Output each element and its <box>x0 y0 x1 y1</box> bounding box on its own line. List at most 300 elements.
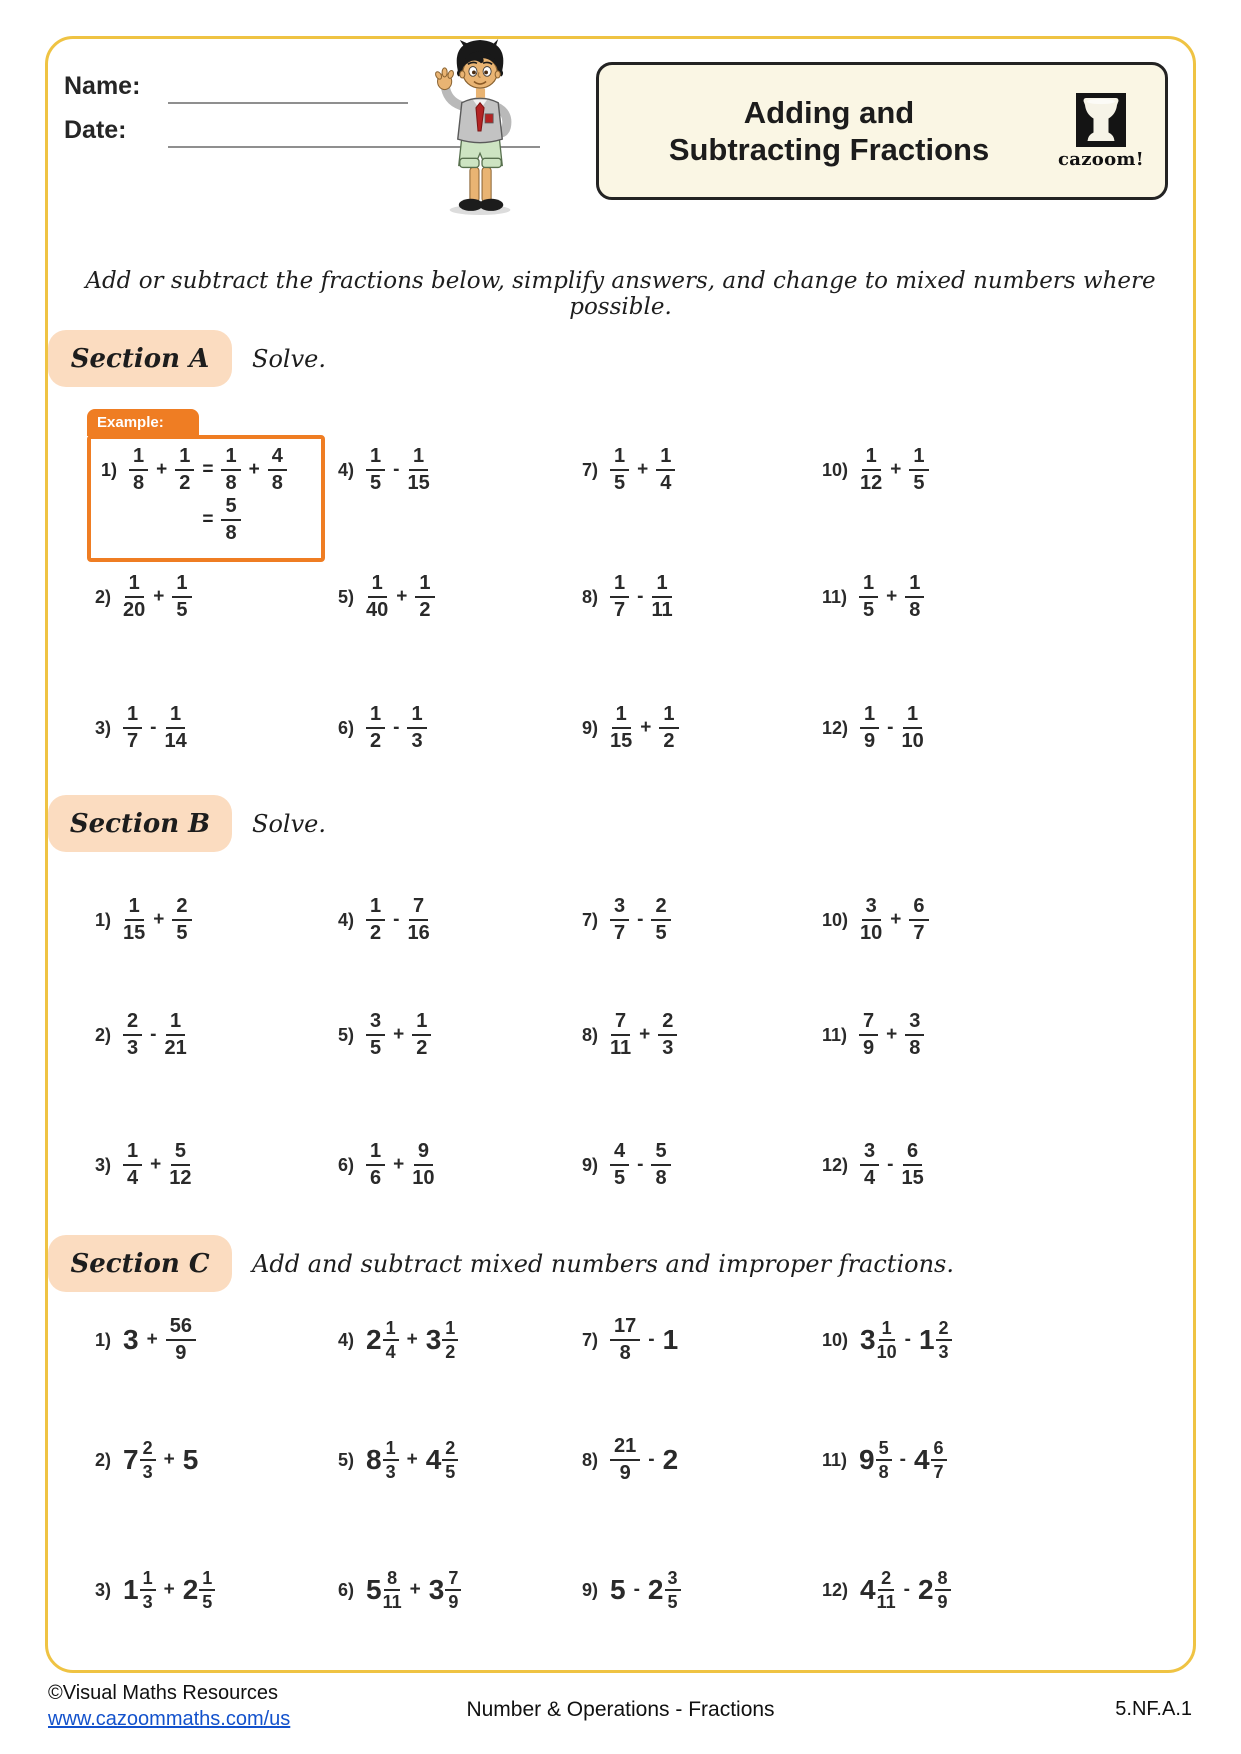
fraction <box>931 1439 947 1482</box>
whole-part: 8 <box>366 1444 382 1475</box>
numerator: 5 <box>221 496 240 521</box>
operator: + <box>393 1024 405 1045</box>
denominator: 14 <box>164 730 187 752</box>
problem-number: 12) <box>822 1154 849 1175</box>
numerator: 1 <box>659 704 678 729</box>
denominator: 9 <box>864 730 876 752</box>
problem-number: 3) <box>95 1154 112 1175</box>
problem-number: 5) <box>338 1449 355 1470</box>
problem-number: 4) <box>338 909 355 930</box>
numerator: 1 <box>166 704 185 729</box>
problem-number: 1) <box>95 1329 112 1350</box>
mixed-number <box>366 1569 402 1612</box>
denominator: 10 <box>876 1341 897 1362</box>
operator: - <box>393 909 400 930</box>
problem-number: 7) <box>582 1329 599 1350</box>
numerator: 1 <box>366 704 385 729</box>
section-a-label: Section A <box>70 343 210 374</box>
problem-number: 2) <box>95 586 112 607</box>
denominator: 11 <box>610 1037 632 1059</box>
numerator: 2 <box>442 1439 458 1461</box>
denominator: 8 <box>225 522 237 544</box>
numerator: 3 <box>905 1011 924 1036</box>
whole-part: 1 <box>123 1574 139 1605</box>
operator: + <box>153 586 165 607</box>
problem-number: 11) <box>822 1449 848 1470</box>
denominator: 9 <box>937 1591 948 1612</box>
numerator: 1 <box>366 446 385 471</box>
section-b-subtitle: Solve. <box>252 810 326 838</box>
operator: - <box>887 717 894 738</box>
numerator: 1 <box>221 446 240 471</box>
numerator: 2 <box>658 1011 677 1036</box>
whole-part: 1 <box>918 1324 935 1355</box>
operator: + <box>890 459 902 480</box>
numerator: 1 <box>442 1319 458 1341</box>
fraction <box>166 1316 196 1364</box>
whole-part: 2 <box>182 1574 199 1605</box>
numerator: 4 <box>268 446 287 471</box>
numerator: 2 <box>936 1319 952 1341</box>
numerator: 6 <box>909 896 928 921</box>
problem <box>95 1314 196 1366</box>
operator: + <box>393 1154 405 1175</box>
numerator: 7 <box>445 1569 461 1591</box>
numerator: 1 <box>175 446 194 471</box>
footer-standard-code: 5.NF.A.1 <box>1115 1698 1192 1720</box>
denominator: 2 <box>370 730 382 752</box>
numerator: 1 <box>407 704 426 729</box>
denominator: 3 <box>662 1037 674 1059</box>
numerator: 2 <box>878 1569 894 1591</box>
denominator: 9 <box>448 1591 459 1612</box>
problem-number: 11) <box>822 586 848 607</box>
numerator: 1 <box>383 1439 399 1461</box>
whole-part: 2 <box>917 1574 934 1605</box>
problem-number: 4) <box>338 459 355 480</box>
mixed-number <box>648 1569 681 1612</box>
problem-number: 2) <box>95 1024 112 1045</box>
denominator: 10 <box>860 922 883 944</box>
denominator: 5 <box>614 1167 626 1189</box>
problem-number: 9) <box>582 1154 599 1175</box>
operator: + <box>163 1449 175 1470</box>
numerator: 3 <box>860 1141 879 1166</box>
example-tab: Example: <box>87 409 199 436</box>
whole-part: 2 <box>366 1324 382 1355</box>
denominator: 5 <box>445 1461 456 1482</box>
operator: - <box>887 1154 894 1175</box>
denominator: 12 <box>169 1167 192 1189</box>
operator: + <box>890 909 902 930</box>
operator: = <box>202 459 214 480</box>
numerator: 1 <box>656 446 675 471</box>
denominator: 2 <box>445 1341 456 1362</box>
numerator: 2 <box>123 1011 142 1036</box>
numerator: 1 <box>903 704 922 729</box>
operator: + <box>406 1449 418 1470</box>
problem-number: 9) <box>582 1579 599 1600</box>
operator: - <box>393 717 400 738</box>
denominator: 8 <box>909 599 921 621</box>
denominator: 5 <box>176 922 188 944</box>
problem <box>822 1434 947 1486</box>
operator: + <box>639 1024 651 1045</box>
problem <box>822 1564 951 1616</box>
fraction <box>877 1319 897 1362</box>
numerator: 1 <box>860 704 879 729</box>
operator: + <box>153 909 165 930</box>
denominator: 8 <box>878 1461 889 1482</box>
footer-copyright: ©Visual Maths Resources <box>48 1682 279 1704</box>
mixed-number <box>918 1569 951 1612</box>
denominator: 40 <box>366 599 389 621</box>
numerator: 2 <box>172 896 191 921</box>
denominator: 5 <box>370 1037 382 1059</box>
numerator: 1 <box>199 1569 215 1591</box>
problem-number: 1) <box>101 459 118 480</box>
denominator: 3 <box>938 1341 949 1362</box>
whole-part: 3 <box>860 1324 876 1355</box>
denominator: 8 <box>271 472 283 494</box>
problem-number: 2) <box>95 1449 112 1470</box>
problem-number: 7) <box>582 909 599 930</box>
operator: + <box>396 586 408 607</box>
problem-number: 10) <box>822 909 849 930</box>
fraction <box>610 1436 640 1484</box>
numerator: 1 <box>610 573 629 598</box>
denominator: 5 <box>655 922 667 944</box>
problem-number: 8) <box>582 1449 599 1470</box>
denominator: 2 <box>419 599 431 621</box>
numerator: 6 <box>931 1439 947 1461</box>
fraction <box>140 1439 156 1482</box>
operator: - <box>150 1024 157 1045</box>
denominator: 10 <box>901 730 924 752</box>
operator: + <box>640 717 652 738</box>
denominator: 12 <box>860 472 883 494</box>
fraction <box>140 1569 156 1612</box>
problem-number: 10) <box>822 1329 849 1350</box>
problem-number: 1) <box>95 909 112 930</box>
denominator: 3 <box>142 1591 153 1612</box>
denominator: 2 <box>663 730 675 752</box>
whole-number: 3 <box>123 1324 139 1355</box>
problem-number: 3) <box>95 717 112 738</box>
problem-number: 4) <box>338 1329 355 1350</box>
denominator: 5 <box>176 599 188 621</box>
numerator: 2 <box>651 896 670 921</box>
denominator: 15 <box>901 1167 924 1189</box>
operator: - <box>648 1449 655 1470</box>
problem-number: 6) <box>338 717 355 738</box>
mixed-number <box>123 1439 156 1482</box>
fraction <box>877 1569 896 1612</box>
fraction <box>199 1569 215 1612</box>
denominator: 7 <box>614 599 626 621</box>
problem-number: 6) <box>338 1154 355 1175</box>
mixed-number <box>860 1569 896 1612</box>
mixed-number <box>426 1439 459 1482</box>
problem <box>582 1434 678 1486</box>
denominator: 5 <box>667 1591 678 1612</box>
operator: - <box>633 1579 640 1600</box>
title-line-2: Subtracting Fractions <box>668 132 990 167</box>
denominator: 8 <box>133 472 145 494</box>
numerator: 1 <box>409 446 428 471</box>
numerator: 17 <box>610 1316 640 1341</box>
numerator: 1 <box>123 704 142 729</box>
mixed-number <box>429 1569 462 1612</box>
denominator: 5 <box>370 472 382 494</box>
title-line-1: Adding and <box>743 94 915 130</box>
denominator: 9 <box>175 1342 187 1364</box>
section-c-label: Section C <box>70 1248 210 1279</box>
numerator: 1 <box>862 446 881 471</box>
numerator: 1 <box>123 1141 142 1166</box>
denominator: 5 <box>614 472 626 494</box>
whole-part: 4 <box>860 1574 876 1605</box>
operator: + <box>150 1154 162 1175</box>
denominator: 5 <box>202 1591 213 1612</box>
denominator: 2 <box>179 472 191 494</box>
mixed-number <box>914 1439 947 1482</box>
numerator: 7 <box>409 896 428 921</box>
problem-number: 5) <box>338 586 355 607</box>
numerator: 3 <box>862 896 881 921</box>
fraction <box>445 1569 461 1612</box>
denominator: 8 <box>225 472 237 494</box>
denominator: 15 <box>123 922 146 944</box>
operator: - <box>150 717 157 738</box>
whole-part: 3 <box>425 1324 442 1355</box>
denominator: 9 <box>863 1037 875 1059</box>
operator: - <box>637 909 644 930</box>
footer-link[interactable]: www.cazoommaths.com/us <box>48 1708 291 1730</box>
numerator: 1 <box>125 573 144 598</box>
denominator: 5 <box>863 599 875 621</box>
numerator: 1 <box>166 1011 185 1036</box>
worksheet-instruction: Add or subtract the fractions below, simplify answers, and change to mixed numbers where possible. <box>85 268 1156 320</box>
numerator: 5 <box>876 1439 892 1461</box>
numerator: 1 <box>859 573 878 598</box>
numerator: 8 <box>384 1569 400 1591</box>
numerator: 7 <box>611 1011 630 1036</box>
denominator: 5 <box>913 472 925 494</box>
numerator: 5 <box>651 1141 670 1166</box>
fraction <box>383 1439 399 1482</box>
numerator: 3 <box>610 896 629 921</box>
denominator: 6 <box>370 1167 382 1189</box>
denominator: 9 <box>619 1462 631 1484</box>
denominator: 20 <box>123 599 146 621</box>
denominator: 16 <box>407 922 430 944</box>
operator: + <box>409 1579 421 1600</box>
denominator: 7 <box>933 1461 944 1482</box>
problem-number: 5) <box>338 1024 355 1045</box>
denominator: 8 <box>619 1342 631 1364</box>
numerator: 56 <box>166 1316 196 1341</box>
operator: - <box>637 1154 644 1175</box>
whole-number: 5 <box>610 1574 626 1605</box>
denominator: 11 <box>651 599 673 621</box>
operator: + <box>886 1024 898 1045</box>
denominator: 15 <box>610 730 633 752</box>
fraction <box>665 1569 681 1612</box>
operator: - <box>648 1329 655 1350</box>
numerator: 5 <box>171 1141 190 1166</box>
numerator: 7 <box>859 1011 878 1036</box>
section-b-label: Section B <box>69 808 211 839</box>
mixed-number <box>123 1569 156 1612</box>
footer-topic: Number & Operations - Fractions <box>466 1698 775 1721</box>
denominator: 21 <box>164 1037 187 1059</box>
numerator: 1 <box>415 573 434 598</box>
numerator: 1 <box>610 446 629 471</box>
cazoom-logo-text: cazoom! <box>1058 148 1144 170</box>
operator: + <box>406 1329 418 1350</box>
section-a-subtitle: Solve. <box>252 345 326 373</box>
fraction <box>383 1569 402 1612</box>
denominator: 4 <box>385 1341 396 1362</box>
date-label: Date: <box>64 116 127 144</box>
whole-part: 7 <box>123 1444 139 1475</box>
problem-number: 8) <box>582 1024 599 1045</box>
problem <box>338 1434 458 1486</box>
denominator: 3 <box>385 1461 396 1482</box>
problem-number: 9) <box>582 717 599 738</box>
operator: + <box>156 459 168 480</box>
whole-part: 2 <box>647 1574 664 1605</box>
numerator: 1 <box>125 896 144 921</box>
problem-number: 6) <box>338 1579 355 1600</box>
whole-part: 4 <box>913 1444 930 1475</box>
denominator: 3 <box>411 730 423 752</box>
fraction <box>610 1316 640 1364</box>
denominator: 3 <box>142 1461 153 1482</box>
operator: = <box>202 509 214 530</box>
fraction <box>442 1439 458 1482</box>
mixed-number <box>366 1439 399 1482</box>
denominator: 4 <box>660 472 672 494</box>
section-c-subtitle: Add and subtract mixed numbers and improper fractions. <box>252 1250 954 1278</box>
fraction <box>383 1319 399 1362</box>
operator: - <box>903 1579 910 1600</box>
denominator: 11 <box>876 1591 896 1612</box>
numerator: 6 <box>903 1141 922 1166</box>
numerator: 1 <box>129 446 148 471</box>
whole-number: 5 <box>182 1444 199 1475</box>
operator: - <box>393 459 400 480</box>
numerator: 1 <box>366 896 385 921</box>
operator: - <box>904 1329 911 1350</box>
problem-number: 12) <box>822 1579 849 1600</box>
problem <box>95 1564 215 1616</box>
numerator: 3 <box>366 1011 385 1036</box>
denominator: 4 <box>127 1167 139 1189</box>
operator: + <box>163 1579 175 1600</box>
problem-number: 7) <box>582 459 599 480</box>
mixed-number <box>366 1319 399 1362</box>
problem <box>338 1564 461 1616</box>
operator: + <box>248 459 260 480</box>
numerator: 1 <box>140 1569 156 1591</box>
mixed-number <box>859 1439 892 1482</box>
problem <box>338 1314 458 1366</box>
denominator: 8 <box>655 1167 667 1189</box>
operator: - <box>899 1449 906 1470</box>
fraction <box>876 1439 892 1482</box>
denominator: 8 <box>909 1037 921 1059</box>
denominator: 3 <box>127 1037 139 1059</box>
numerator: 1 <box>879 1319 895 1341</box>
denominator: 7 <box>614 922 626 944</box>
whole-part: 9 <box>859 1444 875 1475</box>
problem-number: 3) <box>95 1579 112 1600</box>
numerator: 1 <box>905 573 924 598</box>
numerator: 2 <box>140 1439 156 1461</box>
numerator: 4 <box>610 1141 629 1166</box>
denominator: 10 <box>412 1167 435 1189</box>
whole-part: 4 <box>425 1444 442 1475</box>
problem <box>822 1314 952 1366</box>
problem-number: 11) <box>822 1024 848 1045</box>
denominator: 7 <box>127 730 139 752</box>
numerator: 1 <box>412 1011 431 1036</box>
denominator: 2 <box>416 1037 428 1059</box>
denominator: 7 <box>913 922 925 944</box>
numerator: 3 <box>665 1569 681 1591</box>
mixed-number <box>860 1319 897 1362</box>
operator: + <box>146 1329 158 1350</box>
numerator: 9 <box>414 1141 433 1166</box>
problem <box>582 1314 678 1366</box>
problem-number: 10) <box>822 459 849 480</box>
numerator: 1 <box>652 573 671 598</box>
numerator: 21 <box>610 1436 640 1461</box>
numerator: 1 <box>909 446 928 471</box>
denominator: 4 <box>864 1167 876 1189</box>
operator: - <box>637 586 644 607</box>
whole-number: 2 <box>662 1444 679 1475</box>
mixed-number <box>426 1319 459 1362</box>
numerator: 1 <box>383 1319 399 1341</box>
name-label: Name: <box>64 72 141 100</box>
denominator: 11 <box>382 1591 402 1612</box>
fraction <box>936 1319 952 1362</box>
mixed-number <box>919 1319 952 1362</box>
operator: + <box>886 586 898 607</box>
denominator: 15 <box>407 472 430 494</box>
numerator: 1 <box>366 1141 385 1166</box>
problem <box>95 1434 198 1486</box>
fraction <box>442 1319 458 1362</box>
denominator: 2 <box>370 922 382 944</box>
numerator: 1 <box>172 573 191 598</box>
fraction <box>935 1569 951 1612</box>
whole-number: 1 <box>662 1324 679 1355</box>
whole-part: 3 <box>428 1574 445 1605</box>
mixed-number <box>183 1569 216 1612</box>
numerator: 8 <box>935 1569 951 1591</box>
numerator: 1 <box>612 704 631 729</box>
whole-part: 5 <box>366 1574 382 1605</box>
problem-number: 8) <box>582 586 599 607</box>
problem <box>582 1564 681 1616</box>
problem-number: 12) <box>822 717 849 738</box>
operator: + <box>637 459 649 480</box>
numerator: 1 <box>368 573 387 598</box>
